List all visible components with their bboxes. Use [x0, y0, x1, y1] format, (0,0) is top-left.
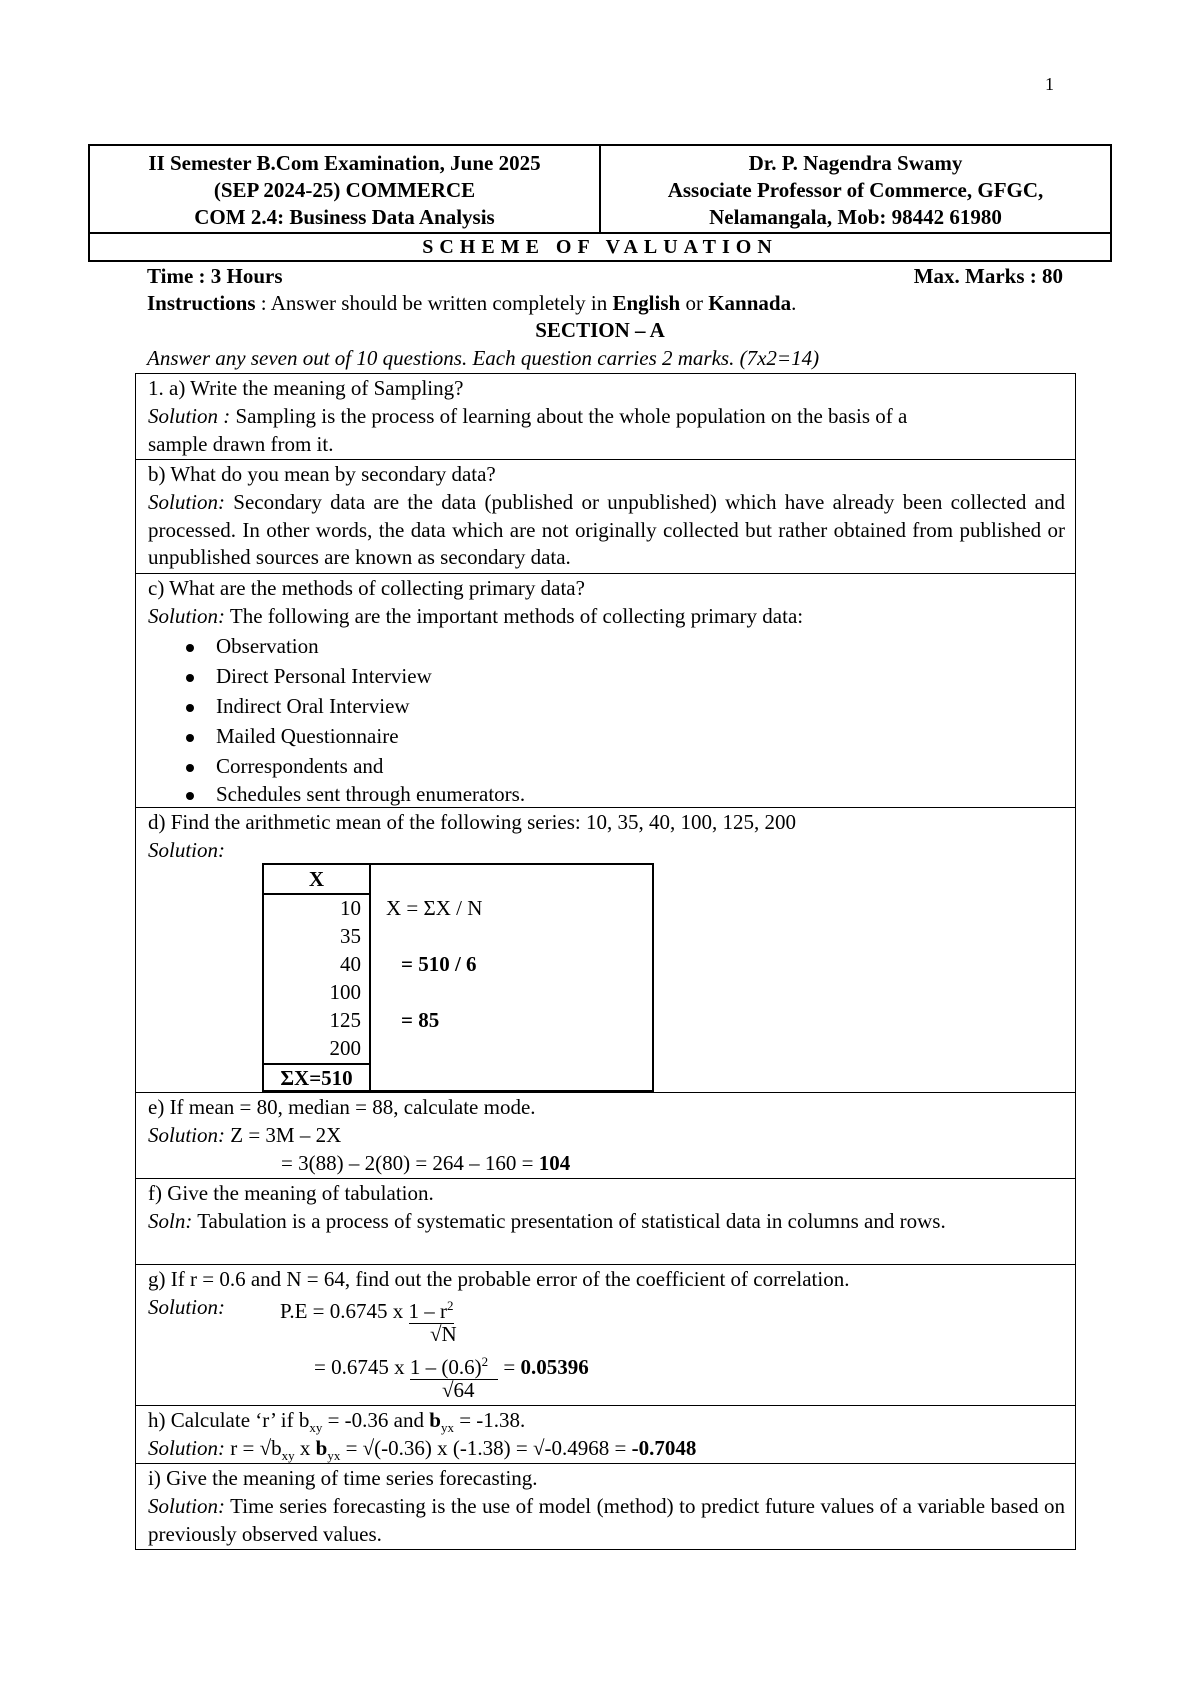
exam-session: (SEP 2024-25) COMMERCE	[213, 178, 476, 202]
scheme-title: SCHEME OF VALUATION	[90, 232, 1110, 260]
question-i	[135, 1463, 1076, 1550]
x-value: 35	[340, 924, 361, 948]
bullet-icon	[186, 674, 194, 682]
question-b	[135, 459, 1076, 574]
method-item: Observation	[186, 631, 319, 661]
mean-table	[262, 863, 654, 1092]
x-column	[264, 865, 371, 1090]
question-text: 1. a) Write the meaning of Sampling?	[148, 376, 464, 400]
answer-text: Solution : Sampling is the process of learning about the whole population on the basis of a	[148, 404, 908, 428]
x-value: 125	[329, 1008, 361, 1032]
section-note: Answer any seven out of 10 questions. Each question carries 2 marks. (7x2=14)	[147, 346, 820, 370]
question-text: f) Give the meaning of tabulation.	[148, 1181, 434, 1205]
question-text: h) Calculate ‘r’ if $b_{xy} = -0.36$ and $b_{yx} = -1.38$.	[148, 1408, 526, 1436]
solution-label: Solution:	[148, 838, 225, 862]
author-contact: Nelamangala, Mob: 98442 61980	[709, 205, 1002, 229]
x-total: ΣX=510	[280, 1066, 353, 1090]
question-d	[135, 807, 1076, 1093]
answer-text: Soln: Tabulation is a process of systematic presentation of statistical data in columns and rows.	[148, 1209, 946, 1233]
question-c	[135, 573, 1076, 808]
x-value: 200	[329, 1036, 361, 1060]
author-info	[601, 146, 1110, 232]
question-text: d) Find the arithmetic mean of the following series: 10, 35, 40, 100, 125, 200	[148, 810, 796, 834]
bullet-icon	[186, 764, 194, 772]
method-item: Schedules sent through enumerators.	[186, 779, 525, 809]
exam-course: COM 2.4: Business Data Analysis	[194, 205, 495, 229]
pe-denominator-2: √64	[442, 1378, 475, 1402]
answer-text: Solution: Time series forecasting is the use of model (method) to predict future values of a variable based on previously observed values.	[148, 1494, 1065, 1546]
author-name: Dr. P. Nagendra Swamy	[748, 151, 963, 175]
answer-text: Solution: The following are the important methods of collecting primary data:	[148, 604, 804, 628]
time-label: Time : 3 Hours	[147, 264, 283, 288]
question-h	[135, 1405, 1076, 1464]
question-text: b) What do you mean by secondary data?	[148, 462, 496, 486]
pe-formula: P.E = 0.6745 x $1 - r^2$	[280, 1294, 454, 1326]
x-value: 100	[329, 980, 361, 1004]
question-text: g) If r = 0.6 and N = 64, find out the probable error of the coefficient of correlation.	[148, 1267, 850, 1291]
instructions: Instructions : Answer should be written completely in English or Kannada.	[147, 291, 797, 315]
method-item: Direct Personal Interview	[186, 661, 432, 691]
max-marks: Max. Marks : 80	[913, 264, 1063, 288]
question-f	[135, 1178, 1076, 1265]
pe-denominator: √N	[430, 1322, 457, 1346]
method-item: Indirect Oral Interview	[186, 691, 410, 721]
question-e	[135, 1092, 1076, 1179]
question-text: e) If mean = 80, median = 88, calculate mode.	[148, 1095, 536, 1119]
exam-title: II Semester B.Com Examination, June 2025	[148, 151, 541, 175]
exam-header	[88, 144, 1112, 262]
answer-text: Solution: Secondary data are the data (published or unpublished) which have already been collected and processed. In other words, the data which are not originally collected but rather obtained from published or unpublished sources are known as secondary data.	[148, 490, 1065, 569]
question-g	[135, 1264, 1076, 1406]
bullet-icon	[186, 704, 194, 712]
exam-info	[90, 146, 601, 232]
method-item: Mailed Questionnaire	[186, 721, 399, 751]
question-text: i) Give the meaning of time series forecasting.	[148, 1466, 538, 1490]
mean-step: = 510 / 6	[401, 952, 477, 976]
solution-label: Solution:	[148, 1295, 225, 1319]
x-value: 40	[340, 952, 361, 976]
pe-numerator: $1 - r^2$	[409, 1294, 454, 1324]
method-item: Correspondents and	[186, 751, 383, 781]
mean-formula: X = ΣX / N	[386, 896, 483, 920]
bullet-icon	[186, 644, 194, 652]
page-number: 1	[1045, 74, 1054, 94]
question-text: c) What are the methods of collecting primary data?	[148, 576, 585, 600]
answer-text-cont: sample drawn from it.	[148, 432, 334, 456]
bullet-icon	[186, 792, 194, 800]
pe-calculation: = 0.6745 x $1 - (0.6)^2 = 0.05396$	[314, 1350, 589, 1382]
section-title: SECTION – A	[535, 318, 665, 342]
pe-numerator-2: $1 - (0.6)^2$	[410, 1350, 498, 1380]
answer-text: Solution: $r = √b_{xy}$ x $b_{yx} = √(-0.36)$ x (-1.38) = √-0.4968 = -0.7048	[148, 1436, 697, 1464]
mode-calculation: = 3(88) – 2(80) = 264 – 160 = 104	[281, 1151, 571, 1175]
author-title: Associate Professor of Commerce, GFGC,	[667, 178, 1044, 202]
column-header: X	[308, 867, 325, 891]
question-a	[135, 373, 1076, 460]
x-value: 10	[340, 896, 361, 920]
mode-formula: Solution: Z = 3M – 2X	[148, 1123, 342, 1147]
bullet-icon	[186, 734, 194, 742]
mean-result: = 85	[401, 1008, 440, 1032]
